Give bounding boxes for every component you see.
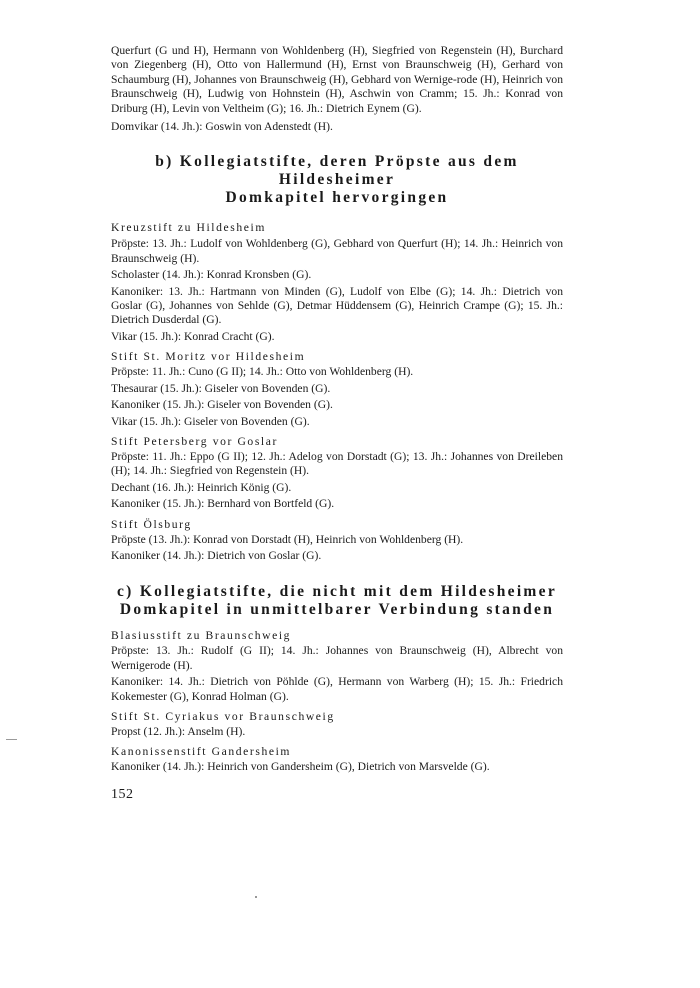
stift-title: Stift Ölsburg bbox=[111, 517, 192, 531]
stift-block bbox=[111, 350, 563, 429]
section-c-heading-line2: Domkapitel in unmittelbarer Verbindung standen bbox=[119, 601, 555, 619]
stift-entry: Pröpste: 13. Jh.: Ludolf von Wohldenberg (G), Gebhard von Querfurt (H); 14. Jh.: Heinrich von Braunschweig (H). bbox=[111, 237, 563, 265]
stift-entry: Kanoniker: 13. Jh.: Hartmann von Minden (G), Ludolf von Elbe (G); 14. Jh.: Dietrich von Goslar (G), Johannes von Sehlde (G), Detmar Hüddensem (G), Heinrich Crampe (G); 15. Jh.: Dietrich Dusderdal (G). bbox=[111, 284, 563, 327]
stift-entry: Pröpste (13. Jh.): Konrad von Dorstadt (H), Heinrich von Wohldenberg (H). bbox=[111, 532, 464, 546]
stift-entry: Propst (12. Jh.): Anselm (H). bbox=[111, 724, 246, 738]
stift-entry: Pröpste: 11. Jh.: Eppo (G II); 12. Jh.: Adelog von Dorstadt (G); 13. Jh.: Johannes von Dreileben (H); 14. Jh.: Siegfried von Regenstein (H). bbox=[111, 449, 563, 478]
stift-entry: Dechant (16. Jh.): Heinrich König (G). bbox=[111, 480, 292, 494]
stift-title: Stift St. Moritz vor Hildesheim bbox=[111, 350, 306, 364]
intro-paragraph: Querfurt (G und H), Hermann von Wohldenberg (H), Siegfried von Regenstein (H), Burchard von Ziegenberg (H), Otto von Hallermund (H), Ernst von Braunschweig (H), Gerhard von Schaumburg (H), Johannes von Braunschweig (H), Gebhard von Wernige-rode (H), Heinrich von Braunschweig (H), Ludwig von Hohnstein (H), Aschwin von Cramm; 15. Jh.: Konrad von Driburg (H), Levin von Veltheim (G); 16. Jh.: Dietrich Eynem (G). bbox=[111, 44, 563, 115]
stift-entry: Kanoniker (14. Jh.): Dietrich von Goslar (G). bbox=[111, 548, 322, 562]
section-b-heading-line1: b) Kollegiatstifte, deren Pröpste aus dem Hildesheimer bbox=[155, 153, 519, 189]
stift-block bbox=[111, 629, 563, 704]
stift-title: Kanonissenstift Gandersheim bbox=[111, 745, 292, 759]
stift-block bbox=[111, 435, 563, 512]
intro-block bbox=[111, 44, 563, 134]
margin-mark bbox=[6, 739, 17, 740]
stift-block bbox=[111, 221, 563, 344]
stift-entry: Pröpste: 11. Jh.: Cuno (G II); 14. Jh.: Otto von Wohldenberg (H). bbox=[111, 365, 414, 379]
stift-entry: Scholaster (14. Jh.): Konrad Kronsben (G). bbox=[111, 268, 312, 282]
intro-domvikar: Domvikar (14. Jh.): Goswin von Adenstedt (H). bbox=[111, 120, 333, 134]
stift-entry: Vikar (15. Jh.): Giseler von Bovenden (G). bbox=[111, 414, 310, 428]
stift-entry: Kanoniker (14. Jh.): Heinrich von Gandersheim (G), Dietrich von Marsvelde (G). bbox=[111, 760, 490, 774]
stift-block bbox=[111, 710, 563, 739]
stift-entry: Pröpste: 13. Jh.: Rudolf (G II); 14. Jh.: Johannes von Braunschweig (H), Albrecht von Wernigerode (H). bbox=[111, 644, 563, 672]
section-b-heading bbox=[111, 153, 563, 207]
section-c-heading-line1: c) Kollegiatstifte, die nicht mit dem Hildesheimer bbox=[117, 583, 557, 601]
section-b-heading-line2: Domkapitel hervorgingen bbox=[225, 189, 449, 207]
stift-block bbox=[111, 518, 563, 564]
stift-entry: Kanoniker (15. Jh.): Bernhard von Bortfeld (G). bbox=[111, 497, 335, 511]
stift-entry: Kanoniker: 14. Jh.: Dietrich von Pöhlde (G), Hermann von Warberg (H); 15. Jh.: Friedrich Kokemester (G), Konrad Holman (G). bbox=[111, 675, 563, 703]
stift-entry: Kanoniker (15. Jh.): Giseler von Bovenden (G). bbox=[111, 398, 333, 412]
stift-title: Stift Petersberg vor Goslar bbox=[111, 434, 278, 448]
stift-title: Stift St. Cyriakus vor Braunschweig bbox=[111, 709, 335, 723]
page-number: 152 bbox=[111, 787, 134, 802]
stift-title: Kreuzstift zu Hildesheim bbox=[111, 221, 266, 235]
section-c bbox=[111, 583, 563, 774]
section-c-heading bbox=[111, 583, 563, 619]
page-body bbox=[111, 44, 563, 775]
stift-entry: Vikar (15. Jh.): Konrad Cracht (G). bbox=[111, 329, 275, 343]
stift-title: Blasiusstift zu Braunschweig bbox=[111, 629, 292, 643]
section-b bbox=[111, 153, 563, 563]
stift-entry: Thesaurar (15. Jh.): Giseler von Bovenden (G). bbox=[111, 381, 331, 395]
stift-block bbox=[111, 745, 563, 774]
paper-speck bbox=[255, 896, 257, 898]
